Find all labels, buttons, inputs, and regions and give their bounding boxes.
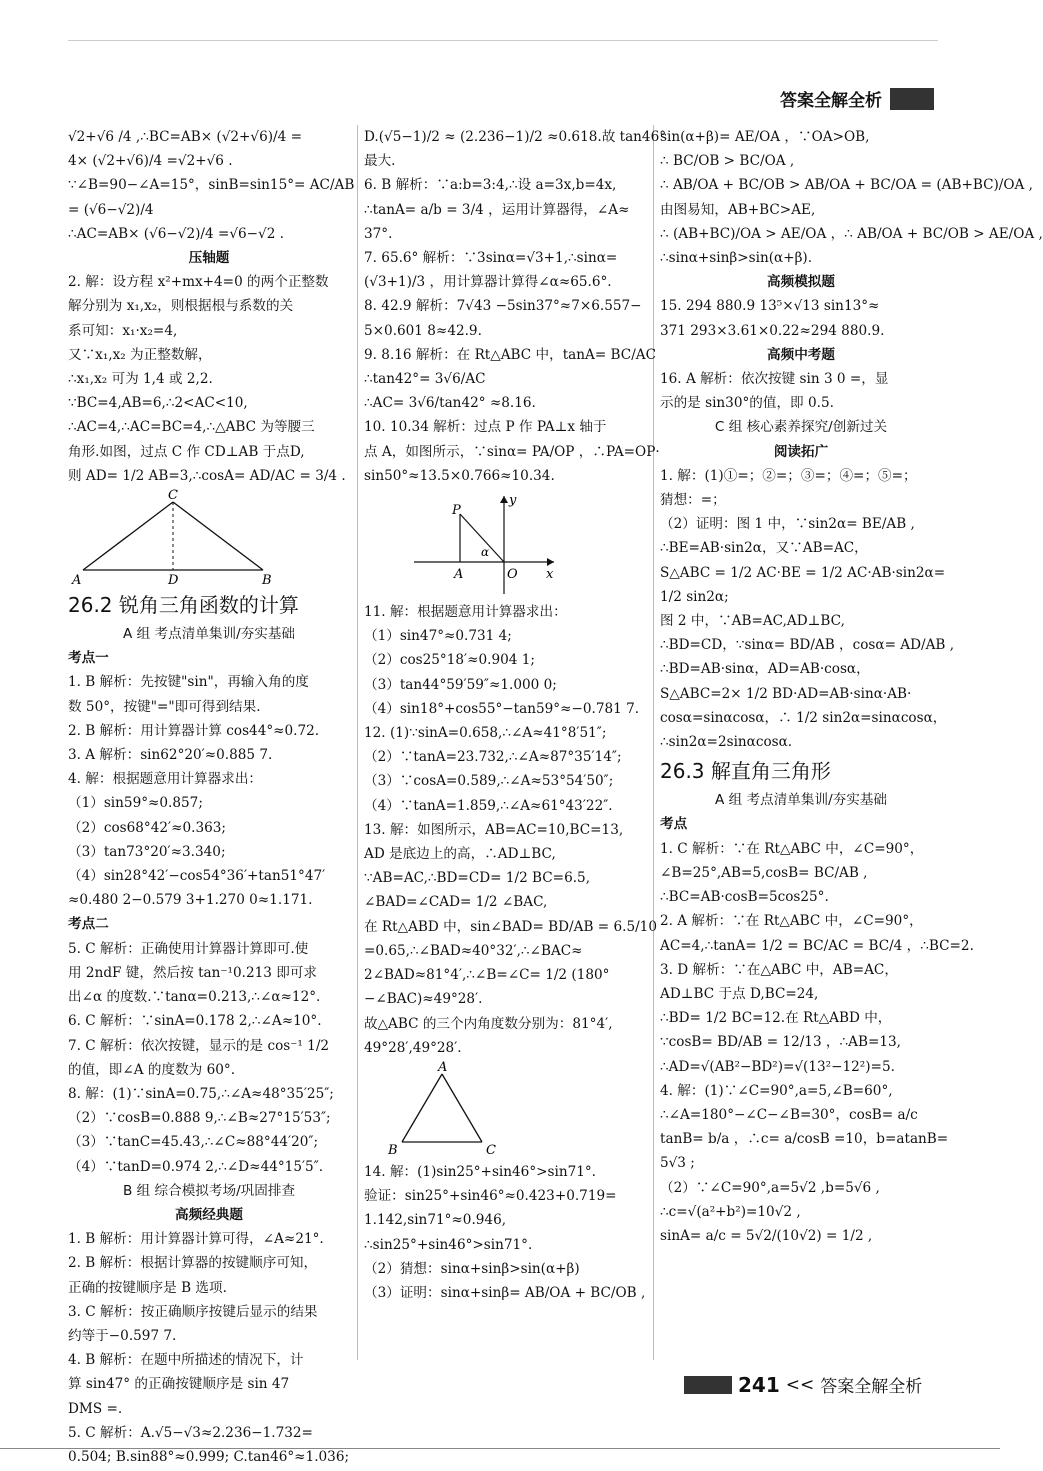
text-line: AC=4,∴tanA= 1/2 = BC/AC = BC/4 ，∴BC=2. <box>660 937 974 954</box>
text-line: 5. C 解析：A.√5−√3≈2.236−1.732= <box>68 1424 313 1441</box>
text-line: tanB= b/a ，∴c= a/cosB =10，b=atanB= <box>660 1131 949 1148</box>
text-line: 7. C 解析：依次按键，显示的是 cos⁻¹ 1/2 <box>68 1037 330 1054</box>
subheading-gaopin-moni: 高频模拟题 <box>767 274 835 291</box>
text-line: 9. 8.16 解析：在 Rt△ABC 中，tanA= BC/AC <box>364 346 656 363</box>
text-line: ∵cosB= BD/AB = 12/13 ，∴AB=13, <box>660 1034 901 1051</box>
top-rule <box>68 40 938 41</box>
text-line: （2）∵cosB=0.888 9,∴∠B≈27°15′53″; <box>68 1110 331 1127</box>
text-line: （4）sin18°+cos55°−tan59°≈−0.781 7. <box>364 700 640 717</box>
text-line: 4× (√2+√6)/4 =√2+√6 . <box>68 153 233 170</box>
text-line: S△ABC = 1/2 AC·BE = 1/2 AC·AB·sin2α= <box>660 564 946 581</box>
text-line: ∴ AB/OA + BC/OB > AB/OA + BC/OA = (AB+BC)/OA , <box>660 177 1033 194</box>
text-line: （4）∵tanA=1.859,∴∠A≈61°43′22″. <box>364 797 613 814</box>
text-line: 12. (1)∵sinA=0.658,∴∠A≈41°8′51″; <box>364 725 607 742</box>
section-title-26-2: 26.2 锐角三角函数的计算 <box>68 593 299 618</box>
text-line: 最大. <box>364 153 396 170</box>
page-header <box>780 86 934 111</box>
text-line: AD⊥BC 于点 D,BC=24, <box>660 985 819 1002</box>
text-line: 5√3 ; <box>660 1155 695 1172</box>
footer-arrows: << <box>785 1374 815 1395</box>
text-line: （4）∵tanD=0.974 2,∴∠D≈44°15′5″. <box>68 1158 324 1175</box>
text-line: ∴AD=√(AB²−BD²)=√(13²−12²)=5. <box>660 1058 895 1075</box>
column-2 <box>364 125 667 1305</box>
text-line: ∴∠A=180°−∠C−∠B=30°，cosB= a/c <box>660 1106 918 1123</box>
text-line: 点 A，如图所示，∵sinα= PA/OP ，∴PA=OP· <box>364 443 660 460</box>
kaodian-2: 考点二 <box>68 916 109 933</box>
text-line: 2. B 解析：用计算器计算 cos44°≈0.72. <box>68 722 320 739</box>
column-1 <box>68 125 355 1469</box>
text-line: 1. 解：(1)①=；②=；③=；④=；⑤=； <box>660 467 917 484</box>
text-line: ∴AC=AB× (√6−√2)/4 =√6−√2 . <box>68 225 284 242</box>
label-c: C <box>168 488 178 504</box>
column-divider-2 <box>653 125 654 1360</box>
text-line: 2. A 解析：∵在 Rt△ABC 中，∠C=90°， <box>660 913 923 930</box>
text-line: ∴tanA= a/b = 3/4 ，运用计算器得，∠A≈ <box>364 201 630 218</box>
text-line: ∴sinα+sinβ>sin(α+β). <box>660 250 813 267</box>
text-line: ∵∠B=90−∠A=15°，sinB=sin15°= AC/AB <box>68 177 355 194</box>
text-line: 角形.如图，过点 C 作 CD⊥AB 于点D, <box>68 443 305 460</box>
text-line: ∴BD=AB·sinα，AD=AB·cosα， <box>660 661 870 678</box>
text-line: ∴ BC/OB > BC/OA , <box>660 153 795 170</box>
group-c-label: C 组 核心素养探究/创新过关 <box>714 419 888 436</box>
text-line: 2. B 解析：根据计算器的按键顺序可知， <box>68 1255 318 1272</box>
text-line: S△ABC=2× 1/2 BD·AD=AB·sinα·AB· <box>660 685 912 702</box>
text-line: 371 293×3.61×0.22≈294 880.9. <box>660 322 885 339</box>
text-line: 4. 解：根据题意用计算器求出： <box>68 771 263 788</box>
label-a: A <box>438 1059 448 1075</box>
subheading-gaopin: 高频经典题 <box>175 1206 243 1223</box>
text-line: （2）cos68°42′≈0.363; <box>68 819 226 836</box>
text-line: 3. D 解析：∵在△ABC 中，AB=AC， <box>660 961 898 978</box>
text-line: 1. B 解析：先按键"sin"，再输入角的度 <box>68 674 309 691</box>
group-a-label: A 组 考点清单集训/夯实基础 <box>122 626 296 643</box>
text-line: （2）cos25°18′≈0.904 1; <box>364 652 535 669</box>
text-line: ∴x₁,x₂ 可为 1,4 或 2,2. <box>68 371 213 388</box>
text-line: 3. A 解析：sin62°20′≈0.885 7. <box>68 747 273 764</box>
text-line: 则 AD= 1/2 AB=3,∴cosA= AD/AC = 3/4 . <box>68 467 346 484</box>
footer-title: 答案全解全析 <box>820 1377 923 1397</box>
text-line: ∴BD=CD，∵sinα= BD/AB ，cosα= AD/AB , <box>660 637 955 654</box>
text-line: 6. B 解析：∵a:b=3:4,∴设 a=3x,b=4x, <box>364 177 617 194</box>
text-line: 4. 解：(1)∵∠C=90°,a=5,∠B=60°, <box>660 1082 893 1099</box>
text-line: ∠B=25°,AB=5,cosB= BC/AB , <box>660 864 868 881</box>
text-line: （3）证明：sinα+sinβ= AB/OA + BC/OB , <box>364 1284 646 1301</box>
text-line: 猜想：=； <box>660 492 726 509</box>
text-line: 3. C 解析：按正确顺序按键后显示的结果 <box>68 1303 318 1320</box>
header-title: 答案全解全析 <box>780 91 882 111</box>
text-line: 解分别为 x₁,x₂，则根据根与系数的关 <box>68 298 294 315</box>
text-line: 验证：sin25°+sin46°≈0.423+0.719= <box>364 1188 617 1205</box>
label-o: O <box>507 567 518 583</box>
text-line: 由图易知，AB+BC>AE, <box>660 201 816 218</box>
text-line: 8. 42.9 解析：7√43 −5sin37°≈7×6.557− <box>364 298 642 315</box>
group-b-label: B 组 综合模拟考场/巩固排查 <box>122 1182 296 1199</box>
text-line: 的值，即∠A 的度数为 60°. <box>68 1061 236 1078</box>
text-line: 15. 294 880.9 13⁵×√13 sin13°≈ <box>660 298 880 315</box>
text-line: 37°. <box>364 225 393 242</box>
text-line: 4. B 解析：在题中所描述的情况下，计 <box>68 1352 304 1369</box>
text-line: ∴sin2α=2sinαcosα. <box>660 734 793 751</box>
text-line: ∠BAD=∠CAD= 1/2 ∠BAC, <box>364 894 548 911</box>
text-line: 8. 解：(1)∵sinA=0.75,∴∠A≈48°35′25″; <box>68 1085 334 1102</box>
text-line: 出∠α 的度数.∵tanα=0.213,∴∠α≈12°. <box>68 989 321 1006</box>
triangle-abc-figure <box>364 1059 604 1158</box>
text-line: sin50°≈13.5×0.766≈10.34. <box>364 467 555 484</box>
text-line: （3）tan73°20′≈3.340; <box>68 843 226 860</box>
kaodian: 考点 <box>660 816 688 833</box>
section-title-26-3: 26.3 解直角三角形 <box>660 759 831 784</box>
header-bar <box>890 88 934 110</box>
label-a: A <box>454 567 464 583</box>
label-b: B <box>262 573 272 589</box>
text-line: AD 是底边上的高，∴AD⊥BC, <box>364 846 556 863</box>
text-line: 数 50°，按键"="即可得到结果. <box>68 698 261 715</box>
subheading-yuedu: 阅读拓广 <box>773 443 829 460</box>
text-line: 算 sin47° 的正确按键顺序是 sin 47 <box>68 1376 290 1393</box>
text-line: 正确的按键顺序是 B 选项. <box>68 1279 227 1296</box>
text-line: ∵AB=AC,∴BD=CD= 1/2 BC=6.5, <box>364 870 591 887</box>
text-line: √2+√6 /4 ,∴BC=AB× (√2+√6)/4 = <box>68 129 302 145</box>
page-number: 241 <box>738 1372 780 1397</box>
text-line: 0.504; B.sin88°≈0.999; C.tan46°≈1.036; <box>68 1448 350 1465</box>
text-line: 49°28′,49°28′. <box>364 1039 462 1056</box>
label-c: C <box>486 1142 496 1158</box>
text-line: ∴AC= 3√6/tan42° ≈8.16. <box>364 395 536 412</box>
subheading-gaopin-zhongkao: 高频中考题 <box>767 346 835 363</box>
text-line: 5×0.601 8≈42.9. <box>364 322 482 339</box>
footer-bar <box>684 1376 732 1394</box>
text-line: 13. 解：如图所示，AB=AC=10,BC=13, <box>364 821 624 838</box>
text-line: sinA= a/c = 5√2/(10√2) = 1/2 , <box>660 1227 873 1244</box>
text-line: 11. 解：根据题意用计算器求出： <box>364 604 567 621</box>
text-line: 6. C 解析：∵sinA=0.178 2,∴∠A≈10°. <box>68 1013 322 1030</box>
text-line: ∴BD= 1/2 BC=12.在 Rt△ABD 中， <box>660 1010 892 1027</box>
text-line: （1）sin47°≈0.731 4; <box>364 628 512 645</box>
text-line: 1.142,sin71°≈0.946, <box>364 1212 507 1229</box>
text-line: 1/2 sin2α; <box>660 588 729 605</box>
label-a: A <box>72 573 82 589</box>
text-line: ∴c=√(a²+b²)=10√2 , <box>660 1203 801 1220</box>
kaodian-1: 考点一 <box>68 650 109 667</box>
text-line: 5. C 解析：正确使用计算器计算即可.使 <box>68 940 309 957</box>
text-line: ∴sin25°+sin46°>sin71°. <box>364 1236 533 1253</box>
text-line: ∴ (AB+BC)/OA > AE/OA ，∴ AB/OA + BC/OB > AE/OA , <box>660 225 1043 242</box>
text-line: 约等于−0.597 7. <box>68 1327 177 1344</box>
text-line: ∴tan42°= 3√6/AC <box>364 371 486 388</box>
text-line: 2. 解：设方程 x²+mx+4=0 的两个正整数 <box>68 274 329 291</box>
text-line: 10. 10.34 解析：过点 P 作 PA⊥x 轴于 <box>364 419 607 436</box>
isosceles-triangle-figure <box>68 488 308 589</box>
text-line: （3）∵tanC=45.43,∴∠C≈88°44′20″; <box>68 1134 319 1151</box>
coordinate-figure <box>364 490 604 598</box>
text-line: sin(α+β)= AE/OA ，∵OA>OB, <box>660 129 870 145</box>
text-line: （3）tan44°59′59″≈1.000 0; <box>364 676 557 693</box>
text-line: DMS =. <box>68 1400 123 1417</box>
subheading-yazhou: 压轴题 <box>188 250 230 267</box>
label-b: B <box>388 1142 398 1158</box>
text-line: （2）∵tanA=23.732,∴∠A≈87°35′14″; <box>364 749 622 766</box>
text-line: cosα=sinαcosα，∴ 1/2 sin2α=sinαcosα， <box>660 709 947 726</box>
group-a-label: A 组 考点清单集训/夯实基础 <box>714 792 888 809</box>
text-line: 14. 解：(1)sin25°+sin46°>sin71°. <box>364 1163 597 1180</box>
page-footer <box>684 1372 922 1397</box>
label-y: y <box>509 493 517 509</box>
text-line: 1. B 解析：用计算器计算可得，∠A≈21°. <box>68 1231 324 1248</box>
text-line: （2）∵∠C=90°,a=5√2 ,b=5√6 , <box>660 1179 880 1196</box>
text-line: 系可知：x₁·x₂=4, <box>68 322 178 339</box>
text-line: 2∠BAD≈81°4′,∴∠B=∠C= 1/2 (180° <box>364 967 610 984</box>
text-line: ∴AC=4,∴AC=BC=4,∴△ABC 为等腰三 <box>68 419 315 436</box>
text-line: （4）sin28°42′−cos54°36′+tan51°47′ <box>68 868 326 885</box>
text-line: = (√6−√2)/4 <box>68 201 154 218</box>
text-line: 示的是 sin30°的值，即 0.5. <box>660 395 834 412</box>
label-alpha: α <box>481 545 490 560</box>
text-line: （2）证明：图 1 中，∵sin2α= BE/AB , <box>660 516 915 533</box>
text-line: ∵BC=4,AB=6,∴2<AC<10, <box>68 395 248 412</box>
text-line: （3）∵cosA=0.589,∴∠A≈53°54′50″; <box>364 773 614 790</box>
text-line: ∴BE=AB·sin2α，又∵AB=AC， <box>660 540 868 557</box>
label-p: P <box>452 503 461 519</box>
text-line: (√3+1)/3 ，用计算器计算得∠α≈65.6°. <box>364 274 612 291</box>
text-line: 16. A 解析：依次按键 sin 3 0 =，显 <box>660 371 889 388</box>
text-line: D.(√5−1)/2 ≈ (2.236−1)/2 ≈0.618.故 tan46° <box>364 129 667 145</box>
text-line: 故△ABC 的三个内角度数分别为：81°4′, <box>364 1015 613 1032</box>
column-3 <box>660 125 1043 1248</box>
text-line: 在 Rt△ABD 中，sin∠BAD= BD/AB = 6.5/10 <box>364 918 657 935</box>
text-line: 图 2 中，∵AB=AC,AD⊥BC, <box>660 613 845 630</box>
text-line: 1. C 解析：∵在 Rt△ABC 中，∠C=90°， <box>660 840 924 857</box>
text-line: ∴BC=AB·cosB=5cos25°. <box>660 889 829 906</box>
text-line: （1）sin59°≈0.857; <box>68 795 203 812</box>
text-line: （2）猜想：sinα+sinβ>sin(α+β) <box>364 1260 580 1277</box>
text-line: −∠BAC)≈49°28′. <box>364 991 483 1008</box>
text-line: 用 2ndF 键，然后按 tan⁻¹0.213 即可求 <box>68 964 318 981</box>
bottom-rule <box>0 1448 1000 1449</box>
text-line: 7. 65.6° 解析：∵3sinα=√3+1,∴sinα= <box>364 250 618 267</box>
text-line: =0.65,∴∠BAD≈40°32′,∴∠BAC≈ <box>364 942 583 959</box>
text-line: ≈0.480 2−0.579 3+1.270 0≈1.171. <box>68 892 313 909</box>
column-divider-1 <box>357 125 358 1360</box>
text-line: 又∵x₁,x₂ 为正整数解， <box>68 346 212 363</box>
label-d: D <box>168 573 179 589</box>
label-x: x <box>546 567 554 583</box>
